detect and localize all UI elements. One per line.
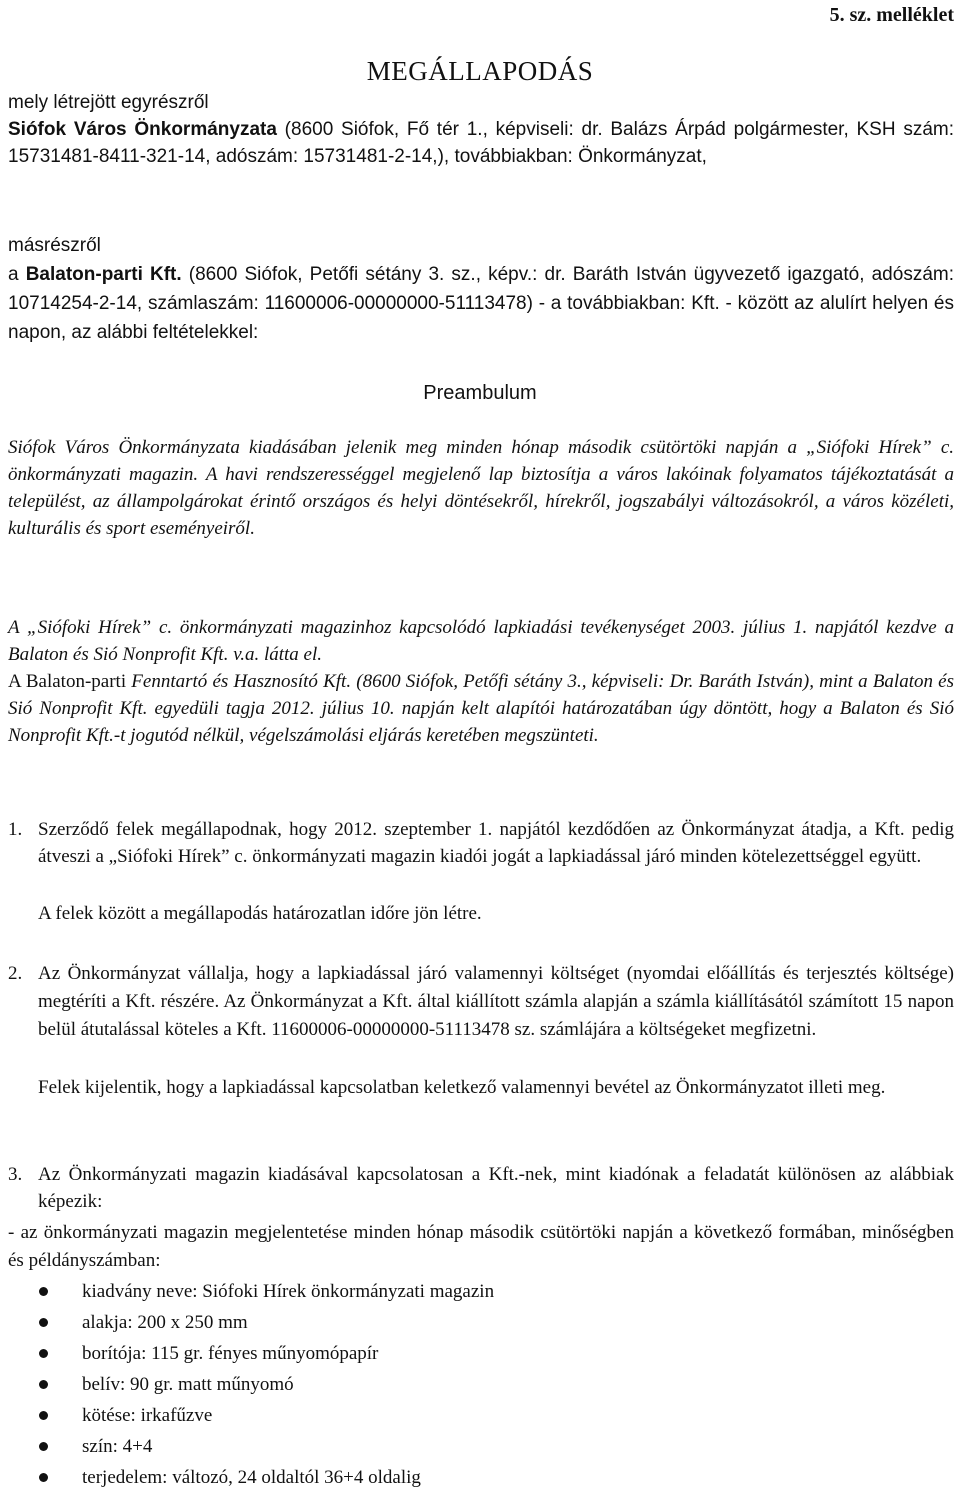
section-2-paragraph-2: Felek kijelentik, hogy a lapkiadással kapcsolatban keletkező valamennyi bevétel az Önkormányzatot illeti meg. <box>38 1077 886 1098</box>
preamble-p3-italic: Fenntartó és Hasznosító Kft. (8600 Siófok, Petőfi sétány 3., képviseli: Dr. Baráth István), mint a Balaton és Sió Nonprofit Kft. egyedüli tagja 2012. július 10. napján kelt alapítói határozatában úgy döntött, hogy a Balaton és Sió Nonprofit Kft.-t jogutód nélkül, végelszámolási eljárás keretében megszünteti. <box>8 671 954 746</box>
bullet-icon <box>39 1411 48 1420</box>
bullet-icon <box>39 1349 48 1358</box>
party2-details: (8600 Siófok, Petőfi sétány 3. sz., képv.: dr. Baráth István ügyvezető igazgató, adószám: 10714254-2-14, számlaszám: 11600006-00000000-51113478) - a továbbiakban: Kft. - között az alulírt helyen és napon, az alábbi feltételekkel: <box>8 264 954 343</box>
list-item: szín: 4+4 <box>8 1431 494 1462</box>
preamble-heading: Preambulum <box>423 382 537 404</box>
list-item: kiadvány neve: Siófoki Hírek önkormányzati magazin <box>8 1276 494 1307</box>
party1-block <box>8 116 954 170</box>
section-2-number: 2. <box>8 963 23 984</box>
party2-prefix: a <box>8 264 26 285</box>
preamble-p3-start: A Balaton-parti <box>8 671 132 692</box>
preamble-paragraph-3 <box>8 668 954 749</box>
list-item: belív: 90 gr. matt műnyomó <box>8 1369 494 1400</box>
party2-block <box>8 260 954 347</box>
specification-list <box>8 1276 494 1493</box>
party1-intro: mely létrejött egyrészről <box>8 92 209 113</box>
section-1-number: 1. <box>8 819 23 840</box>
section-3-number: 3. <box>8 1164 23 1185</box>
section-1-paragraph-2: A felek között a megállapodás határozatlan időre jön létre. <box>38 903 482 924</box>
section-1-paragraph-1: Szerződő felek megállapodnak, hogy 2012. szeptember 1. napjától kezdődően az Önkormányzat átadja, a Kft. pedig átveszi a „Siófoki Hírek” c. önkormányzati magazin kiadói jogát a lapkiadással járó minden kötelezettséggel együtt. <box>38 819 954 867</box>
section-3-paragraph-1: Az Önkormányzati magazin kiadásával kapcsolatosan a Kft.-nek, mint kiadónak a feladatát különösen az alábbiak képezik: <box>38 1164 954 1212</box>
list-item: kötése: irkafűzve <box>8 1400 494 1431</box>
document-title: MEGÁLLAPODÁS <box>366 56 594 86</box>
annex-label: 5. sz. melléklet <box>829 4 954 26</box>
preamble-paragraph-1: Siófok Város Önkormányzata kiadásában jelenik meg minden hónap második csütörtöki napján a „Siófoki Hírek” c. önkormányzati magazin. A havi rendszerességgel megjelenő lap biztosítja a város lakóinak folyamatos tájékoztatását a települést, az állampolgárokat érintő országos és helyi döntésekről, hírekről, jogszabályi változásokról, a város közéleti, kulturális és sport eseményeiről. <box>8 437 954 539</box>
list-item: borítója: 115 gr. fényes műnyomópapír <box>8 1338 494 1369</box>
list-item: alakja: 200 x 250 mm <box>8 1307 494 1338</box>
bullet-icon <box>39 1442 48 1451</box>
section-3-dash-item: - az önkormányzati magazin megjelentetése minden hónap második csütörtöki napján a következő formában, minőségben és példányszámban: <box>8 1222 954 1271</box>
party2-intro: másrészről <box>8 235 101 256</box>
party2-name: Balaton-parti Kft. <box>25 264 182 285</box>
preamble-paragraph-2: A „Siófoki Hírek” c. önkormányzati magazinhoz kapcsolódó lapkiadási tevékenységet 2003. július 1. napjától kezdve a Balaton és Sió Nonprofit Kft. v.a. látta el. <box>8 617 954 665</box>
bullet-icon <box>39 1318 48 1327</box>
bullet-icon <box>39 1287 48 1296</box>
bullet-icon <box>39 1473 48 1482</box>
bullet-icon <box>39 1380 48 1389</box>
section-2-paragraph-1: Az Önkormányzat vállalja, hogy a lapkiadással járó valamennyi költséget (nyomdai előállítás és terjesztés költsége) megtéríti a Kft. részére. Az Önkormányzat a Kft. által kiállított számla alapján a számla kiállításától számított 15 napon belül átutalással köteles a Kft. 11600006-00000000-51113478 sz. számlájára a költségeket megfizetni. <box>38 963 954 1040</box>
party1-details: (8600 Siófok, Fő tér 1., képviseli: dr. Balázs Árpád polgármester, KSH szám: 15731481-8411-321-14, adószám: 15731481-2-14,), továbbiakban: Önkormányzat, <box>8 119 954 167</box>
list-item: terjedelem: változó, 24 oldaltól 36+4 oldalig <box>8 1462 494 1493</box>
party1-name: Siófok Város Önkormányzata <box>8 119 277 140</box>
